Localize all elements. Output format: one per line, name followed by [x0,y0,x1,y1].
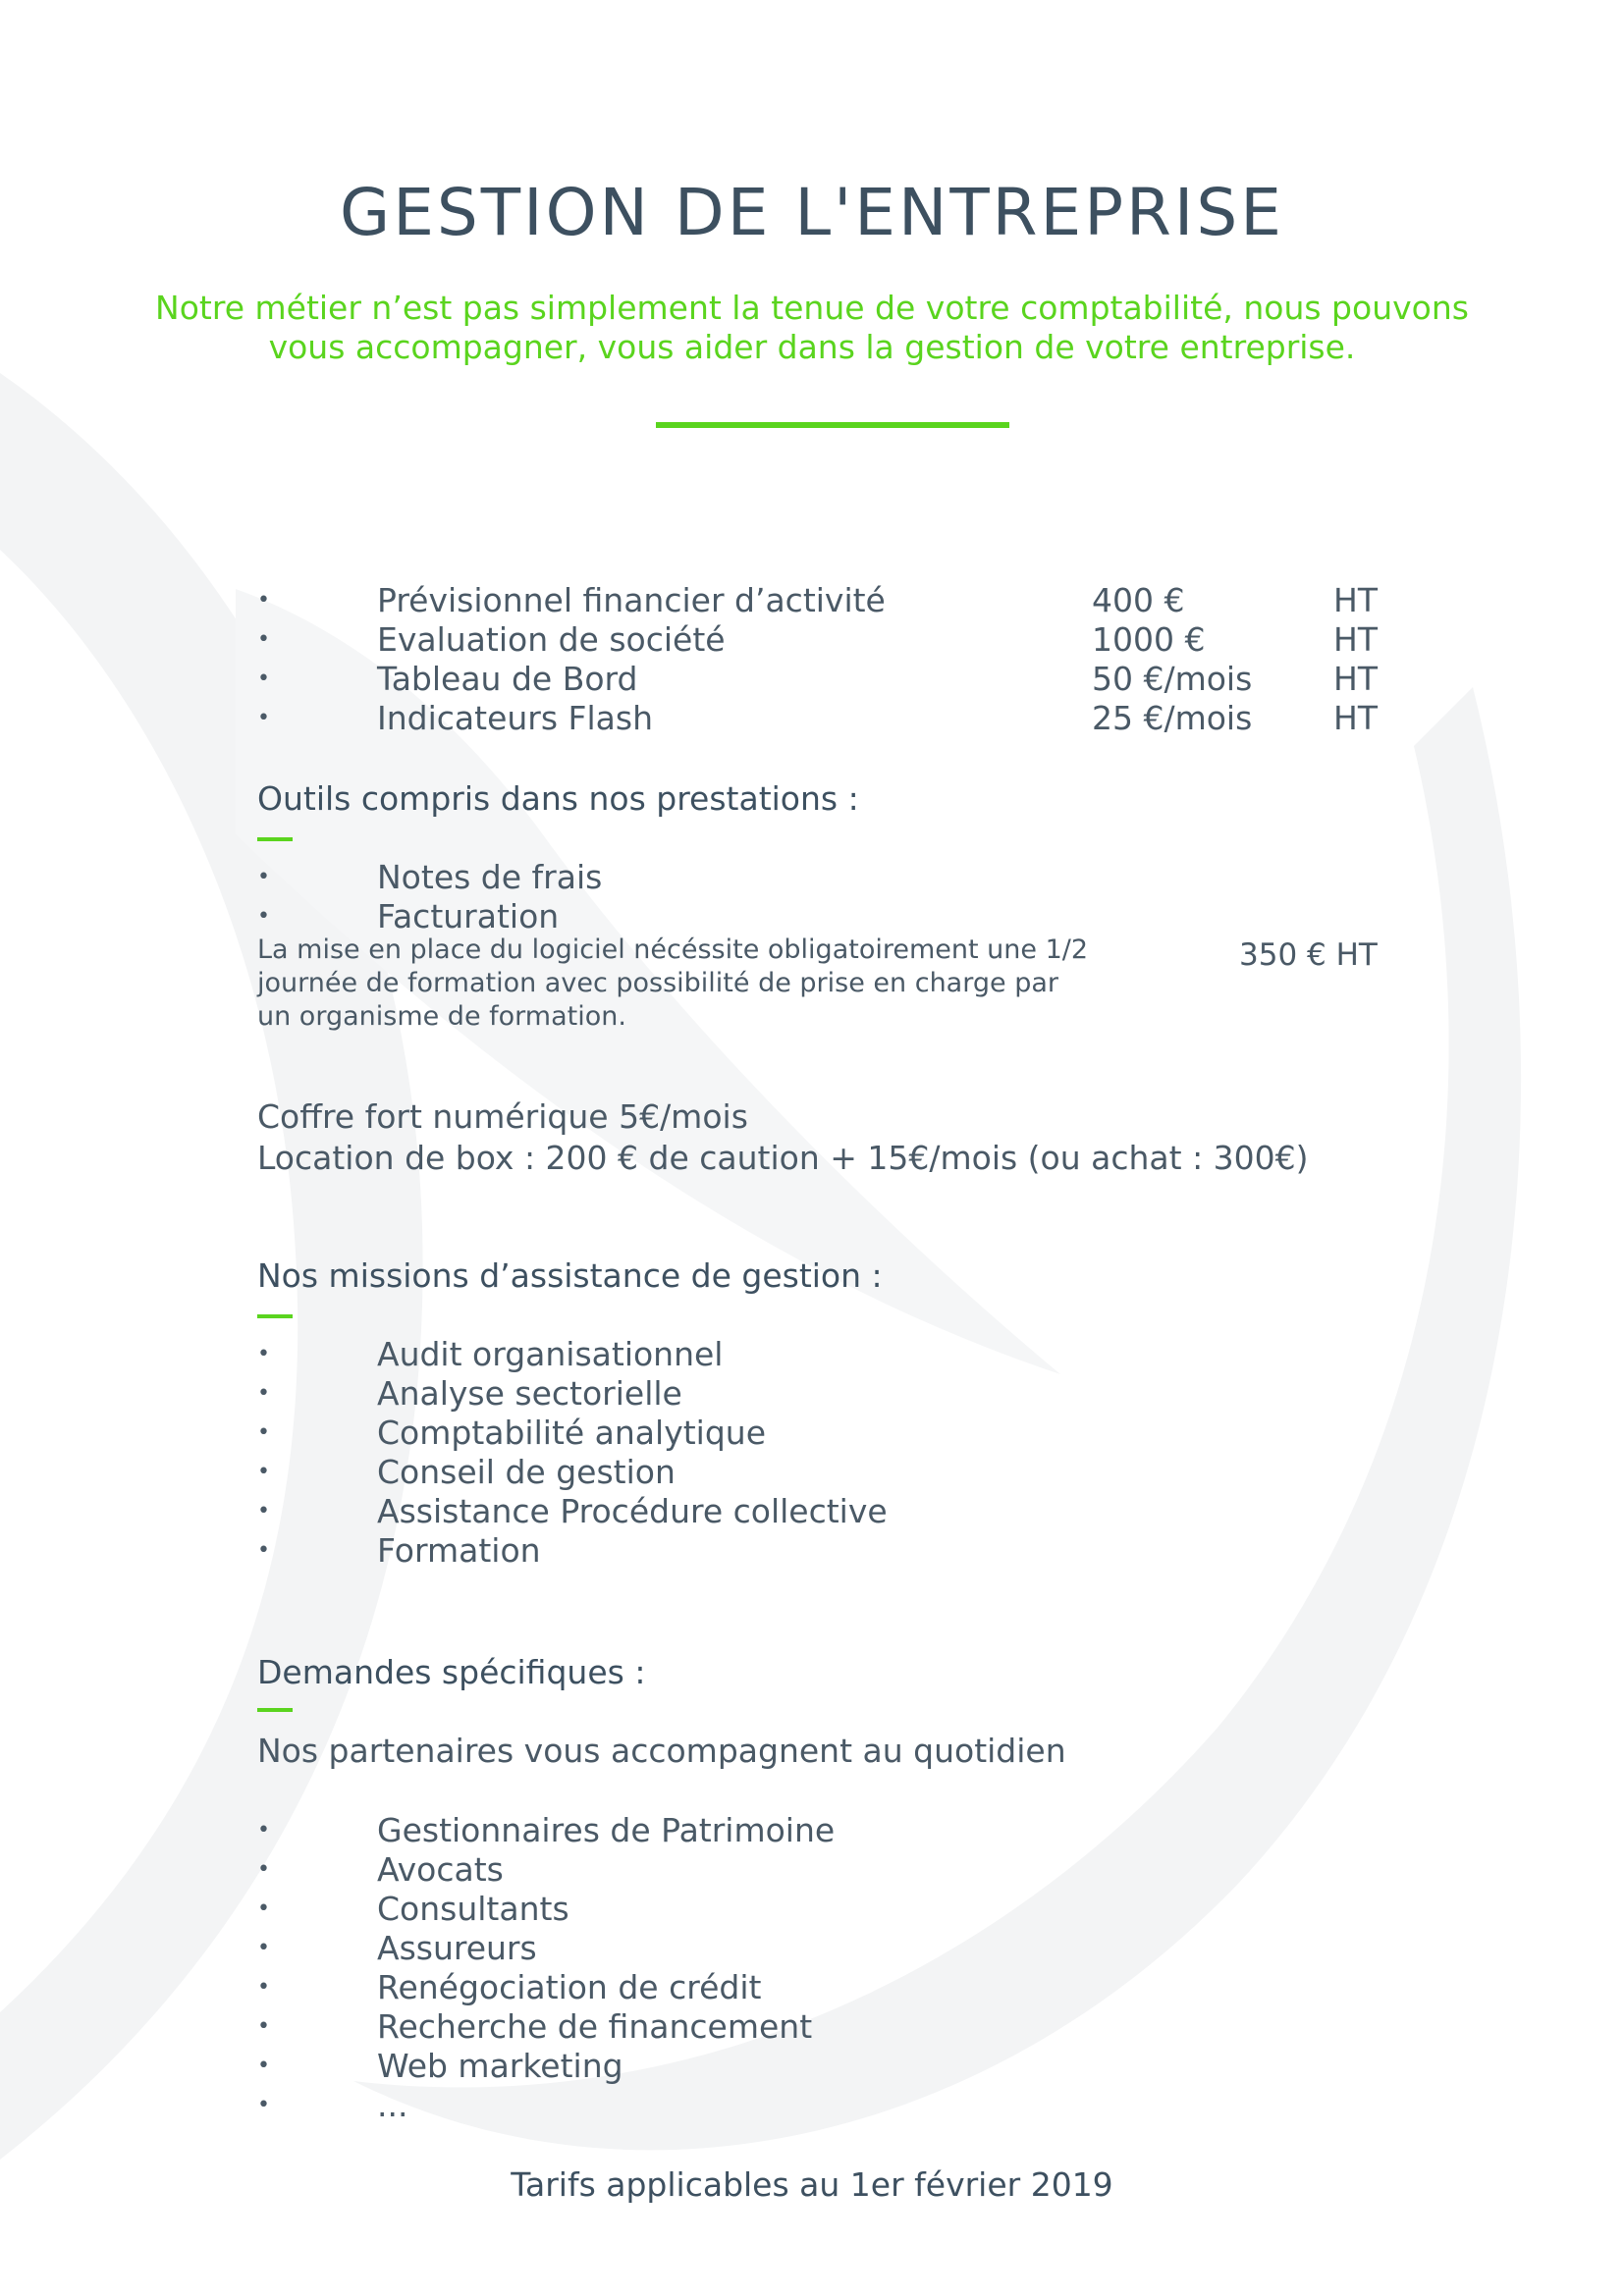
list-item-label: Formation [377,1531,541,1570]
list-item-label: Comptabilité analytique [377,1414,766,1452]
bullet-icon: • [257,2054,270,2078]
list-item [257,858,1386,897]
bullet-icon: • [257,2093,270,2117]
list-item [257,1492,1386,1531]
list-item [257,1335,1386,1374]
list-item-label: Notes de frais [377,858,603,896]
list-item-label: Facturation [377,897,560,935]
pricing-item-label: Tableau de Bord [377,660,638,698]
list-item-label: Avocats [377,1850,504,1889]
bullet-icon: • [257,1342,270,1366]
tools-heading: Outils compris dans nos prestations : [257,779,859,818]
list-item [257,1531,1386,1571]
bullet-icon: • [257,706,270,730]
bullet-icon: • [257,1499,270,1523]
list-item [257,897,1386,936]
list-item [257,1414,1386,1453]
bullet-icon: • [257,904,270,929]
list-item-label: Web marketing [377,2047,623,2085]
list-item-label: Assureurs [377,1929,537,1967]
bullet-icon: • [257,1936,270,1960]
bullet-icon: • [257,667,270,691]
pricing-item-price: 50 €/mois [1092,660,1253,698]
partners-intro: Nos partenaires vous accompagnent au quotidien [257,1732,1066,1770]
list-item [257,2007,1386,2047]
page-title: GESTION DE L'ENTREPRISE [340,175,1284,250]
pricing-item [257,620,1386,660]
pricing-item [257,699,1386,738]
list-item [257,1929,1386,1968]
bullet-icon: • [257,588,270,613]
pricing-list [257,581,1386,738]
list-item [257,2047,1386,2086]
intro-text: Notre métier n’est pas simplement la tenue de votre comptabilité, nous pouvons vous accompagner, vous aider dans la gestion de votre entreprise. [155,289,1469,366]
pricing-item-price: 1000 € [1092,620,1206,659]
bullet-icon: • [257,1460,270,1484]
pricing-item-price: 400 € [1092,581,1185,619]
bullet-icon: • [257,1538,270,1563]
pricing-validity-footer: Tarifs applicables au 1er février 2019 [511,2165,1113,2204]
pricing-item [257,660,1386,699]
pricing-item-unit: HT [1333,620,1378,659]
tools-list [257,858,1386,936]
list-item [257,1811,1386,1850]
bullet-icon: • [257,1857,270,1882]
bullet-icon: • [257,1818,270,1842]
intro-divider [656,422,1009,428]
list-item [257,1890,1386,1929]
list-item-label: Assistance Procédure collective [377,1492,888,1530]
bullet-icon: • [257,1420,270,1445]
pricing-item [257,581,1386,620]
digital-safe-line: Coffre fort numérique 5€/mois [257,1097,748,1136]
list-item [257,1453,1386,1492]
box-rental-line: Location de box : 200 € de caution + 15€/mois (ou achat : 300€) [257,1139,1309,1177]
pricing-item-price: 25 €/mois [1092,699,1253,737]
list-item-label: Gestionnaires de Patrimoine [377,1811,836,1849]
list-item-label: Analyse sectorielle [377,1374,682,1413]
list-item-label: Conseil de gestion [377,1453,676,1491]
list-item-label: Recherche de financement [377,2007,813,2046]
list-item [257,2086,1386,2125]
list-item-label: ... [377,2086,408,2124]
list-item [257,1374,1386,1414]
software-setup-price: 350 € HT [1239,937,1378,973]
bullet-icon: • [257,1381,270,1406]
specific-requests-heading: Demandes spécifiques : [257,1653,646,1691]
pricing-item-unit: HT [1333,660,1378,698]
bullet-icon: • [257,1896,270,1921]
bullet-icon: • [257,1975,270,2000]
tools-heading-divider [257,837,293,841]
bullet-icon: • [257,865,270,889]
pricing-item-unit: HT [1333,581,1378,619]
list-item-label: Audit organisationnel [377,1335,724,1373]
pricing-item-label: Indicateurs Flash [377,699,654,737]
missions-list [257,1335,1386,1571]
list-item [257,1850,1386,1890]
list-item-label: Consultants [377,1890,569,1928]
pricing-item-label: Prévisionnel financier d’activité [377,581,886,619]
list-item-label: Renégociation de crédit [377,1968,762,2006]
bullet-icon: • [257,627,270,652]
missions-heading: Nos missions d’assistance de gestion : [257,1256,883,1295]
missions-heading-divider [257,1314,293,1318]
specific-requests-heading-divider [257,1708,293,1712]
list-item [257,1968,1386,2007]
bullet-icon: • [257,2014,270,2039]
partners-list [257,1811,1386,2125]
software-setup-note: La mise en place du logiciel nécéssite obligatoirement une 1/2 journée de formation avec possibilité de prise en charge par un organisme de formation. [257,934,1089,1032]
pricing-item-label: Evaluation de société [377,620,726,659]
pricing-item-unit: HT [1333,699,1378,737]
